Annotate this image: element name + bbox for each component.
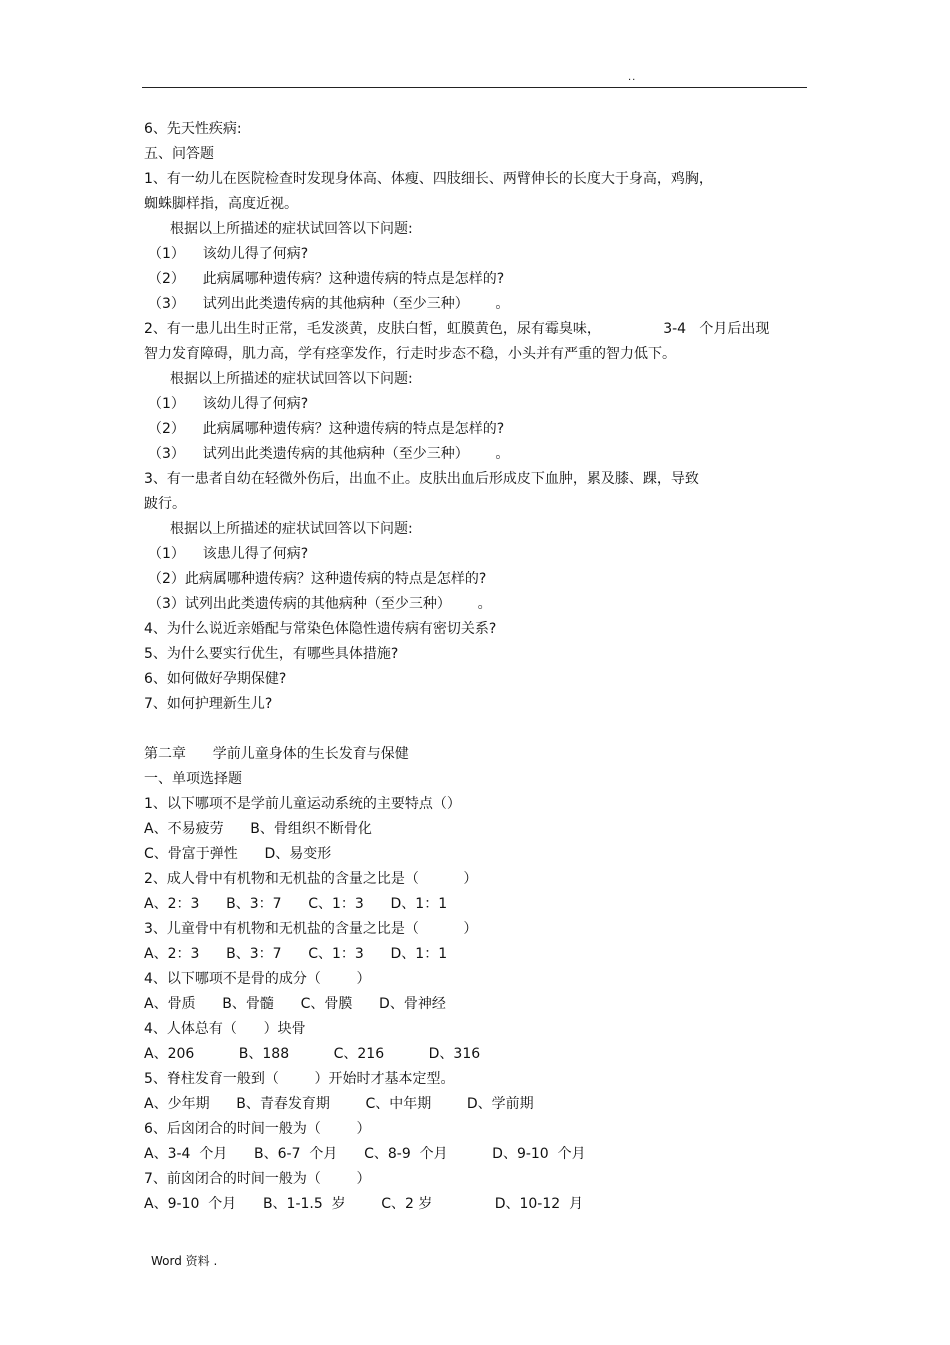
question-line: 4、人体总有（ ）块骨 (144, 1021, 306, 1037)
question-line: 5、脊柱发育一般到（ ）开始时才基本定型。 (144, 1071, 455, 1087)
option-line: A、9-10 个月 B、1-1.5 岁 C、2 岁 D、10-12 月 (144, 1196, 584, 1212)
text-line: 6、如何做好孕期保健? (144, 671, 287, 687)
text-line: 2、有一患儿出生时正常，毛发淡黄，皮肤白皙，虹膜黄色，尿有霉臭味， 3-4 个月后出现 (144, 321, 770, 337)
page-footer: Word 资料 . (151, 1254, 218, 1268)
text-line: （1） 该患儿得了何病? (148, 546, 309, 562)
section-heading: 一、单项选择题 (144, 771, 242, 787)
text-line: 根据以上所描述的症状试回答以下问题: (170, 221, 413, 237)
question-line: 6、后囟闭合的时间一般为（ ） (144, 1121, 371, 1137)
option-line: A、2：3 B、3：7 C、1：3 D、1：1 (144, 946, 448, 962)
text-line: （1） 该幼儿得了何病? (148, 396, 309, 412)
option-line: A、206 B、188 C、216 D、316 (144, 1046, 481, 1062)
option-line: A、2：3 B、3：7 C、1：3 D、1：1 (144, 896, 448, 912)
chapter-heading: 第二章 学前儿童身体的生长发育与保健 (144, 746, 409, 762)
text-line: 根据以上所描述的症状试回答以下问题: (170, 521, 413, 537)
text-line: 智力发育障碍，肌力高，学有痉挛发作，行走时步态不稳，小头并有严重的智力低下。 (144, 346, 676, 362)
section-heading: 五、问答题 (144, 146, 214, 162)
option-line: C、骨富于弹性 D、易变形 (144, 846, 332, 862)
option-line: A、不易疲劳 B、骨组织不断骨化 (144, 821, 372, 837)
question-line: 7、前囟闭合的时间一般为（ ） (144, 1171, 371, 1187)
text-line: （3）试列出此类遗传病的其他病种（至少三种） 。 (148, 596, 492, 612)
question-line: 4、以下哪项不是骨的成分（ ） (144, 971, 371, 987)
text-line: （2） 此病属哪种遗传病？这种遗传病的特点是怎样的? (148, 271, 505, 287)
question-line: 2、成人骨中有机物和无机盐的含量之比是（ ） (144, 871, 478, 887)
text-line: 1、有一幼儿在医院检查时发现身体高、体瘦、四肢细长、两臂伸长的长度大于身高，鸡胸， (144, 171, 713, 187)
text-line: （2）此病属哪种遗传病？这种遗传病的特点是怎样的? (148, 571, 487, 587)
text-line: 7、如何护理新生儿? (144, 696, 273, 712)
header-rule (142, 87, 807, 88)
text-line: （3） 试列出此类遗传病的其他病种（至少三种） 。 (148, 296, 510, 312)
text-line: （3） 试列出此类遗传病的其他病种（至少三种） 。 (148, 446, 510, 462)
option-line: A、骨质 B、骨髓 C、骨膜 D、骨神经 (144, 996, 446, 1012)
option-line: A、3-4 个月 B、6-7 个月 C、8-9 个月 D、9-10 个月 (144, 1146, 586, 1162)
question-line: 3、儿童骨中有机物和无机盐的含量之比是（ ） (144, 921, 478, 937)
text-line: 6、先天性疾病: (144, 121, 242, 137)
text-line: 跛行。 (144, 496, 186, 512)
text-line: 3、有一患者自幼在轻微外伤后，出血不止。皮肤出血后形成皮下血肿，累及膝、踝，导致 (144, 471, 699, 487)
text-line: （1） 该幼儿得了何病? (148, 246, 309, 262)
text-line: 蜘蛛脚样指，高度近视。 (144, 196, 298, 212)
text-line: 根据以上所描述的症状试回答以下问题: (170, 371, 413, 387)
text-line: （2） 此病属哪种遗传病？这种遗传病的特点是怎样的? (148, 421, 505, 437)
text-line: 4、为什么说近亲婚配与常染色体隐性遗传病有密切关系? (144, 621, 497, 637)
option-line: A、少年期 B、青春发育期 C、中年期 D、学前期 (144, 1096, 534, 1112)
question-line: 1、以下哪项不是学前儿童运动系统的主要特点（） (144, 796, 461, 812)
header-mark: .. (628, 72, 637, 83)
text-line: 5、为什么要实行优生，有哪些具体措施? (144, 646, 399, 662)
